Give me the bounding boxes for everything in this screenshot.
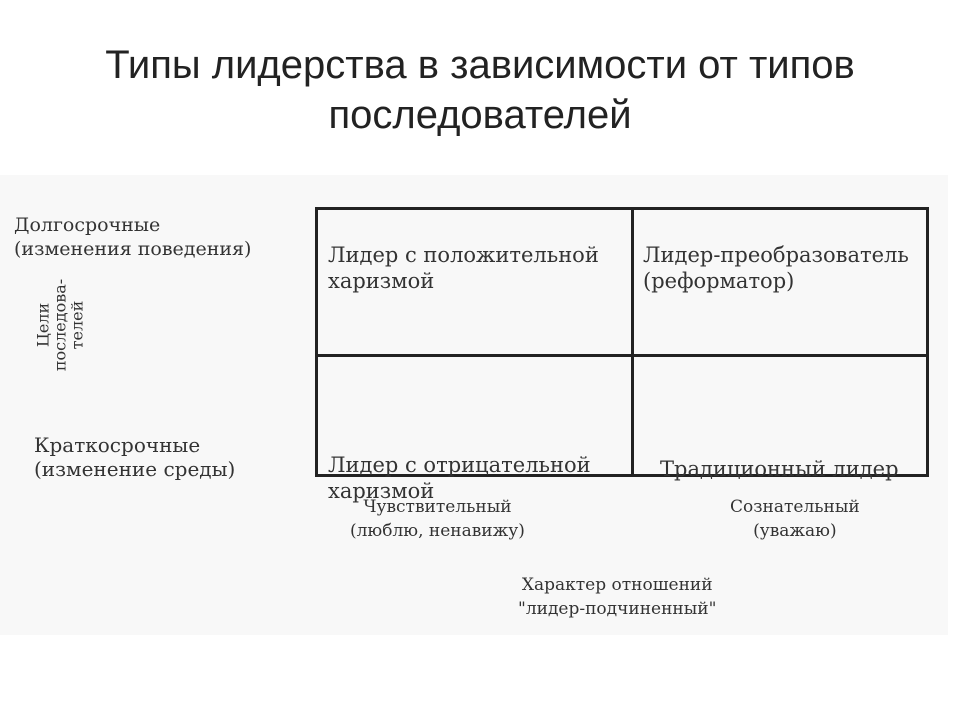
cell-negative-charisma-line-1: Лидер с отрицательной [328, 453, 591, 477]
x-label-emotional [350, 495, 525, 543]
y-label-long-term-line-2: (изменения поведения) [14, 238, 252, 260]
title-line-1: Типы лидерства в зависимости от типов [105, 43, 855, 87]
y-axis-title-line-2: последова- [50, 278, 70, 372]
title-line-2: последователей [328, 93, 632, 137]
y-label-short-term [34, 433, 235, 481]
cell-positive-charisma-line-1: Лидер с положительной [328, 243, 599, 267]
cell-transformational-line-1: Лидер-преобразователь [643, 243, 909, 267]
x-axis-title [518, 573, 716, 621]
slide-title [0, 40, 960, 140]
cell-positive-charisma-line-2: харизмой [328, 269, 435, 293]
cell-traditional: Традиционный лидер [660, 457, 899, 481]
cell-positive-charisma [328, 242, 599, 294]
cell-negative-charisma-line-2: харизмой [328, 479, 435, 503]
cell-transformational-line-2: (реформатор) [643, 269, 795, 293]
matrix-grid [315, 207, 929, 503]
x-label-conscious-line-1: Сознательный [730, 497, 860, 517]
x-axis-title-line-1: Характер отношений [521, 575, 713, 595]
y-label-long-term-line-1: Долгосрочные [14, 214, 161, 236]
x-label-conscious [730, 495, 860, 543]
grid-horizontal-divider [318, 354, 926, 357]
x-axis-title-line-2: "лидер-подчиненный" [518, 599, 717, 619]
x-label-conscious-line-2: (уважаю) [753, 521, 837, 541]
grid-vertical-divider [631, 210, 634, 474]
x-label-emotional-line-1: Чувствительный [363, 497, 512, 517]
y-axis-title [20, 278, 100, 372]
leadership-matrix-diagram [0, 175, 948, 635]
y-label-short-term-line-2: (изменение среды) [34, 457, 236, 481]
cell-transformational [643, 242, 909, 294]
x-label-emotional-line-2: (люблю, ненавижу) [350, 521, 525, 541]
y-axis-title-line-3: телей [67, 300, 87, 350]
y-axis-title-line-1: Цели [33, 302, 53, 348]
y-label-long-term [14, 213, 251, 261]
y-label-short-term-line-1: Краткосрочные [34, 433, 201, 457]
